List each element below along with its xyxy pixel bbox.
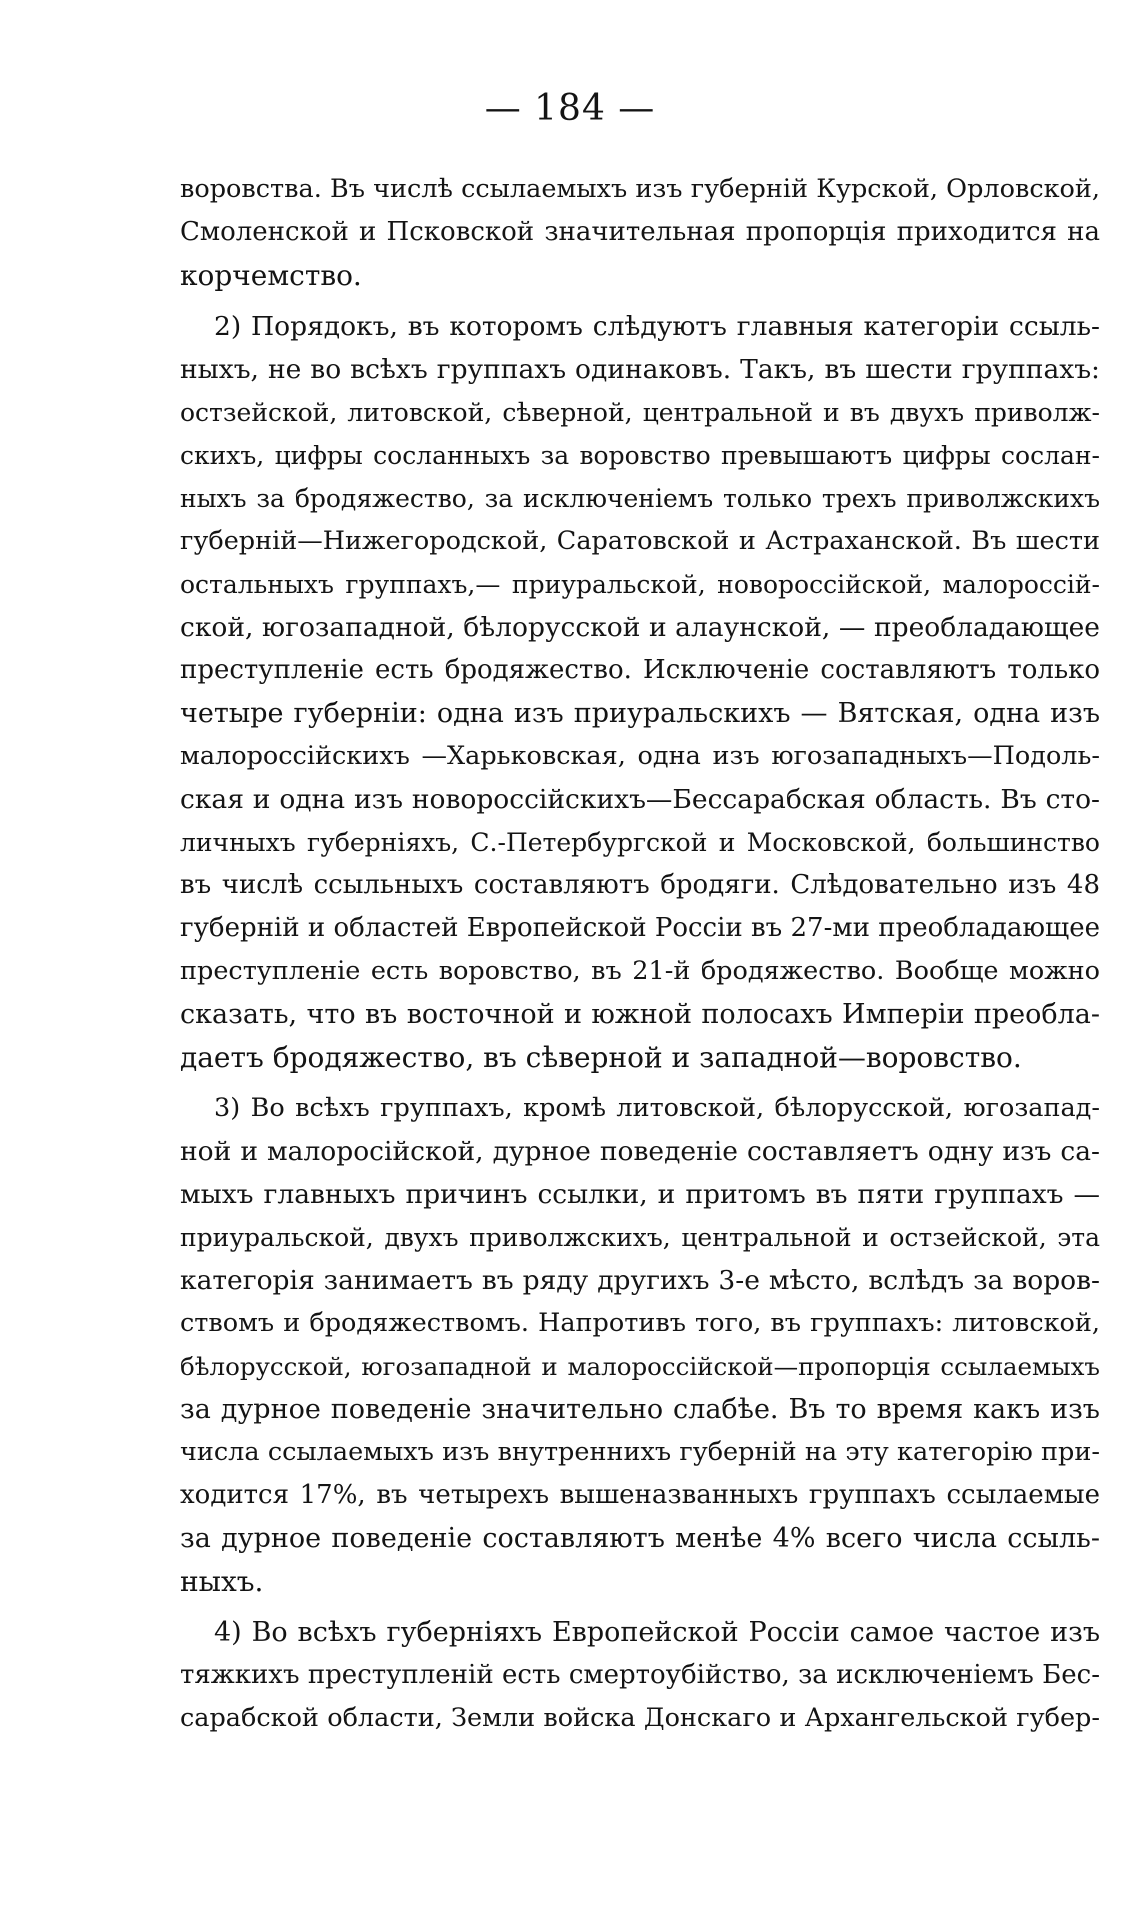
paragraph-3 [180,1087,1100,1603]
text-line: за дурное поведеніе составляютъ менѣе 4% всего числа ссыль- [180,1523,1100,1554]
body-text [180,168,1100,1740]
text-line: остзейской, литовской, сѣверной, центральной и въ двухъ приволж- [180,398,1100,427]
text-line: Смоленской и Псковской значительная пропорція приходится на [180,217,1100,247]
text-line: губерній и областей Европейской Россіи въ 27-ми преобладающее [180,913,1100,943]
paragraph-2 [180,305,1100,1079]
text-line: корчемство. [180,259,362,292]
text-line: ныхъ. [180,1565,264,1598]
text-line: ской, югозападной, бѣлорусской и алаунской, — преобладающее [180,612,1100,643]
text-line: сказать, что въ восточной и южной полосахъ Имперіи преобла- [180,999,1100,1030]
text-line: 4) Во всѣхъ губерніяхъ Европейской Россіи самое частое изъ [214,1617,1100,1648]
text-line: мыхъ главныхъ причинъ ссылки, и притомъ въ пяти группахъ — [180,1179,1100,1210]
paragraph-1 [180,168,1100,297]
text-line: бѣлорусской, югозападной и малороссійской—пропорція ссылаемыхъ [180,1352,1100,1381]
text-line: 2) Порядокъ, въ которомъ слѣдуютъ главныя категоріи ссыль- [214,311,1100,342]
text-line: въ числѣ ссыльныхъ составляютъ бродяги. Слѣдовательно изъ 48 [180,870,1100,900]
text-line: 3) Во всѣхъ группахъ, кромѣ литовской, бѣлорусской, югозапад- [214,1093,1100,1123]
text-line: даетъ бродяжество, въ сѣверной и западной—воровство. [180,1041,1022,1074]
text-line: скихъ, цифры сосланныхъ за воровство превышаютъ цифры сослан- [180,441,1100,470]
text-line: четыре губерніи: одна изъ приуральскихъ — Вятская, одна изъ [180,698,1100,729]
text-line: ныхъ за бродяжество, за исключеніемъ только трехъ приволжскихъ [180,484,1100,513]
page-number: — 184 — [484,88,656,129]
text-line: категорія занимаетъ въ ряду другихъ 3-е мѣсто, вслѣдъ за воров- [180,1265,1100,1296]
text-line: остальныхъ группахъ,— приуральской, новороссійской, малороссій- [180,570,1100,599]
text-line: губерній—Нижегородской, Саратовской и Астраханской. Въ шести [180,526,1100,556]
text-line: воровства. Въ числѣ ссылаемыхъ изъ губерній Курской, Орловской, [180,174,1100,204]
text-line: малороссійскихъ —Харьковская, одна изъ югозападныхъ—Подоль- [180,741,1100,771]
text-line: ствомъ и бродяжествомъ. Напротивъ того, въ группахъ: литовской, [180,1308,1100,1338]
text-line: за дурное поведеніе значительно слабѣе. Въ то время какъ изъ [180,1394,1100,1425]
text-line: тяжкихъ преступленій есть смертоубійство, за исключеніемъ Бес- [180,1660,1100,1690]
text-line: ныхъ, не во всѣхъ группахъ одинаковъ. Такъ, въ шести группахъ: [180,354,1100,385]
text-line: приуральской, двухъ приволжскихъ, центральной и остзейской, эта [180,1223,1100,1252]
text-line: преступленіе есть бродяжество. Исключеніе составляютъ только [180,655,1100,685]
text-line: числа ссылаемыхъ изъ внутреннихъ губерній на эту категорію при- [180,1437,1100,1467]
text-line: ной и малоросійской, дурное поведеніе составляетъ одну изъ са- [180,1136,1100,1167]
paragraph-4 [180,1611,1100,1740]
text-line: преступленіе есть воровство, въ 21-й бродяжество. Вообще можно [180,956,1100,986]
text-line: ходится 17%, въ четырехъ вышеназванныхъ группахъ ссылаемые [180,1480,1100,1510]
text-line: сарабской области, Земли войска Донскаго и Архангельской губер- [180,1703,1100,1733]
text-line: личныхъ губерніяхъ, С.-Петербургской и Московской, большинство [180,828,1100,857]
text-line: ская и одна изъ новороссійскихъ—Бессарабская область. Въ сто- [180,784,1100,815]
